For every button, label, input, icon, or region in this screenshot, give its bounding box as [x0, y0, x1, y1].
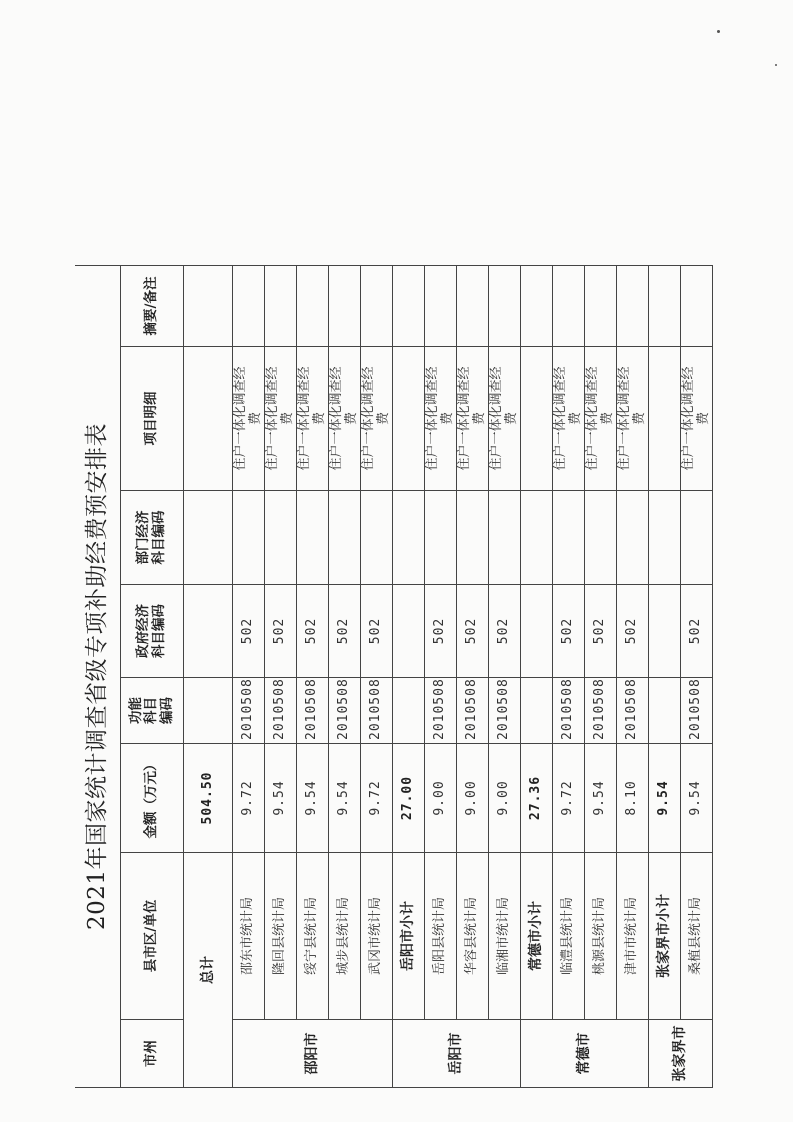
dept-econ-code-cell: [585, 491, 617, 585]
table-row: [617, 265, 649, 1087]
remarks-cell: [425, 265, 457, 346]
project-detail-text: 住户一体化调查经费: [264, 366, 295, 471]
subtotal-row: [393, 265, 425, 1087]
rotated-budget-table: [75, 266, 711, 1088]
scan-speck: [717, 30, 720, 33]
amount-cell: 9.54: [329, 744, 361, 853]
function-code-cell: 2010508: [457, 678, 489, 744]
table-row: [585, 265, 617, 1087]
header-dept-econ-code: 部门经济科目编码: [121, 491, 184, 585]
header-gov-econ-code: 政府经济科目编码: [121, 585, 184, 678]
gov-econ-code-cell: 502: [457, 585, 489, 678]
project-detail-cell: [265, 347, 297, 491]
gov-econ-code-cell: 502: [553, 585, 585, 678]
amount-cell: 9.54: [297, 744, 329, 853]
gov-econ-code-cell: 502: [233, 585, 265, 678]
table-row: [233, 265, 265, 1087]
project-detail-text: 住户一体化调查经费: [424, 366, 455, 471]
amount-cell: 9.72: [233, 744, 265, 853]
unit-cell: 桃源县统计局: [585, 853, 617, 1020]
amount-cell: 9.54: [649, 744, 681, 853]
project-detail-cell: [489, 347, 521, 491]
project-detail-text: 住户一体化调查经费: [328, 366, 359, 471]
remarks-cell: [681, 265, 713, 346]
amount-cell: 9.72: [361, 744, 393, 853]
project-detail-cell: [297, 347, 329, 491]
document-title: 2021年国家统计调查省级专项补助经费预安排表: [75, 265, 121, 1087]
amount-cell: 9.54: [585, 744, 617, 853]
remarks-cell: [265, 265, 297, 346]
remarks-cell: [585, 265, 617, 346]
gov-econ-code-cell: 502: [329, 585, 361, 678]
dept-econ-code-cell: [393, 491, 425, 585]
dept-econ-code-cell: [617, 491, 649, 585]
function-code-cell: 2010508: [617, 678, 649, 744]
remarks-cell: [553, 265, 585, 346]
amount-cell: 8.10: [617, 744, 649, 853]
gov-econ-code-cell: [649, 585, 681, 678]
header-city: 市州: [121, 1020, 184, 1088]
project-detail-text: 住户一体化调查经费: [584, 366, 615, 471]
project-detail-text: 住户一体化调查经费: [680, 366, 711, 471]
gov-econ-code-cell: 502: [489, 585, 521, 678]
project-detail-cell: [681, 347, 713, 491]
dept-econ-code-cell: [297, 491, 329, 585]
project-detail-cell: [233, 347, 265, 491]
function-code-cell: 2010508: [329, 678, 361, 744]
gov-econ-code-cell: 502: [297, 585, 329, 678]
dept-econ-code-cell: [521, 491, 553, 585]
function-code-cell: [521, 678, 553, 744]
function-code-cell: [649, 678, 681, 744]
table-row: [361, 265, 393, 1087]
function-code-cell: 2010508: [297, 678, 329, 744]
scan-speck: [775, 64, 777, 66]
project-detail-cell: [649, 347, 681, 491]
unit-cell: 岳阳市小计: [393, 853, 425, 1020]
function-code-cell: 2010508: [361, 678, 393, 744]
amount-cell: 9.72: [553, 744, 585, 853]
project-detail-cell: [553, 347, 585, 491]
remarks-cell: [649, 265, 681, 346]
gov-econ-code-cell: 502: [361, 585, 393, 678]
remarks-cell: [617, 265, 649, 346]
table-row: [425, 265, 457, 1087]
total-row: [184, 265, 233, 1087]
header-function-code: 功能科目编码: [121, 678, 184, 744]
header-project-detail: 项目明细: [121, 347, 184, 491]
unit-cell: 桑植县统计局: [681, 853, 713, 1020]
project-detail-text: 住户一体化调查经费: [296, 366, 327, 471]
project-detail-text: 住户一体化调查经费: [456, 366, 487, 471]
remarks-cell: [297, 265, 329, 346]
amount-cell: 27.36: [521, 744, 553, 853]
dept-econ-code-cell: [681, 491, 713, 585]
header-row: [121, 265, 184, 1087]
function-code-cell: 2010508: [681, 678, 713, 744]
subtotal-row: [649, 265, 681, 1087]
amount-cell: 9.00: [425, 744, 457, 853]
function-code-cell: [393, 678, 425, 744]
unit-cell: 城步县统计局: [329, 853, 361, 1020]
project-detail-text: 住户一体化调查经费: [616, 366, 647, 471]
total-amount: 504.50: [184, 744, 233, 853]
remarks-cell: [457, 265, 489, 346]
project-detail-text: 住户一体化调查经费: [552, 366, 583, 471]
dept-econ-code-cell: [425, 491, 457, 585]
header-remarks: 摘要/备注: [121, 265, 184, 346]
gov-econ-code-cell: 502: [585, 585, 617, 678]
project-detail-cell: [521, 347, 553, 491]
table-row: [553, 265, 585, 1087]
project-detail-cell: [329, 347, 361, 491]
project-detail-cell: [393, 347, 425, 491]
function-code-cell: 2010508: [489, 678, 521, 744]
function-code-cell: 2010508: [233, 678, 265, 744]
project-detail-text: 住户一体化调查经费: [360, 366, 391, 471]
dept-econ-code-cell: [489, 491, 521, 585]
dept-econ-code-cell: [553, 491, 585, 585]
project-detail-cell: [361, 347, 393, 491]
function-code-cell: 2010508: [425, 678, 457, 744]
dept-econ-code-cell: [361, 491, 393, 585]
table-row: [297, 265, 329, 1087]
city-cell: 张家界市: [649, 1020, 713, 1088]
amount-cell: 9.00: [457, 744, 489, 853]
budget-table: [75, 265, 713, 1088]
unit-cell: 绥宁县统计局: [297, 853, 329, 1020]
gov-econ-code-cell: [393, 585, 425, 678]
table-row: [681, 265, 713, 1087]
city-cell: 岳阳市: [393, 1020, 521, 1088]
project-detail-cell: [617, 347, 649, 491]
table-row: [329, 265, 361, 1087]
header-amount: 金额（万元）: [121, 744, 184, 853]
city-cell: 常德市: [521, 1020, 649, 1088]
city-cell: 邵阳市: [233, 1020, 393, 1088]
unit-cell: 张家界市小计: [649, 853, 681, 1020]
dept-econ-code-cell: [457, 491, 489, 585]
remarks-cell: [233, 265, 265, 346]
unit-cell: 临湘市统计局: [489, 853, 521, 1020]
amount-cell: 9.54: [265, 744, 297, 853]
gov-econ-code-cell: 502: [681, 585, 713, 678]
gov-econ-code-cell: 502: [265, 585, 297, 678]
unit-cell: 邵东市统计局: [233, 853, 265, 1020]
function-code-cell: 2010508: [585, 678, 617, 744]
remarks-cell: [329, 265, 361, 346]
unit-cell: 常德市小计: [521, 853, 553, 1020]
function-code-cell: 2010508: [265, 678, 297, 744]
unit-cell: 临澧县统计局: [553, 853, 585, 1020]
gov-econ-code-cell: [521, 585, 553, 678]
remarks-cell: [521, 265, 553, 346]
amount-cell: 9.00: [489, 744, 521, 853]
unit-cell: 隆回县统计局: [265, 853, 297, 1020]
remarks-cell: [361, 265, 393, 346]
total-label: 总计: [184, 853, 233, 1088]
dept-econ-code-cell: [649, 491, 681, 585]
remarks-cell: [393, 265, 425, 346]
project-detail-cell: [585, 347, 617, 491]
table-row: [489, 265, 521, 1087]
remarks-cell: [489, 265, 521, 346]
project-detail-text: 住户一体化调查经费: [232, 366, 263, 471]
table-row: [265, 265, 297, 1087]
gov-econ-code-cell: 502: [425, 585, 457, 678]
unit-cell: 武冈市统计局: [361, 853, 393, 1020]
header-unit: 县市区/单位: [121, 853, 184, 1020]
project-detail-text: 住户一体化调查经费: [488, 366, 519, 471]
project-detail-cell: [425, 347, 457, 491]
gov-econ-code-cell: 502: [617, 585, 649, 678]
amount-cell: 9.54: [681, 744, 713, 853]
table-row: [457, 265, 489, 1087]
function-code-cell: 2010508: [553, 678, 585, 744]
project-detail-cell: [457, 347, 489, 491]
unit-cell: 华容县统计局: [457, 853, 489, 1020]
unit-cell: 岳阳县统计局: [425, 853, 457, 1020]
dept-econ-code-cell: [233, 491, 265, 585]
dept-econ-code-cell: [265, 491, 297, 585]
subtotal-row: [521, 265, 553, 1087]
dept-econ-code-cell: [329, 491, 361, 585]
amount-cell: 27.00: [393, 744, 425, 853]
unit-cell: 津市市统计局: [617, 853, 649, 1020]
